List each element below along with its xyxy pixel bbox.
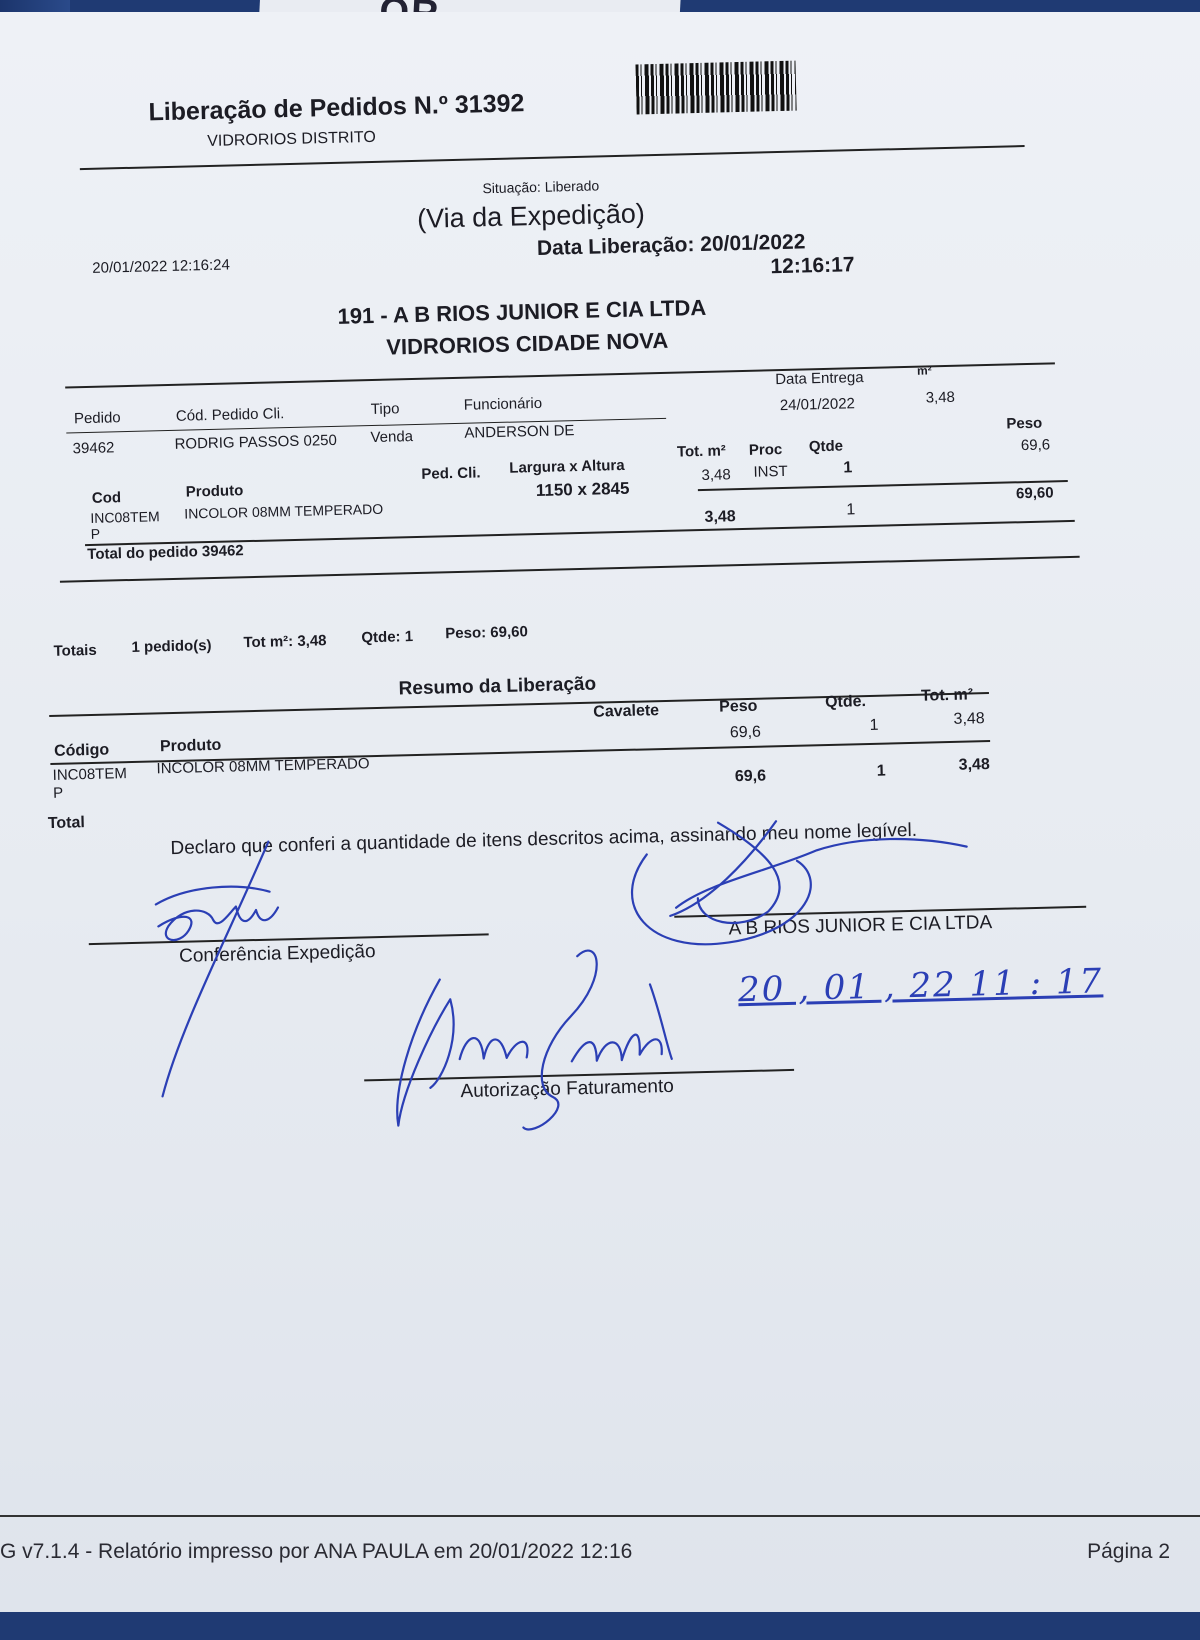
col-proc: Proc [748, 441, 783, 459]
subtotal-peso: 69,60 [1015, 484, 1054, 503]
resumo-codigo-suffix: P [52, 784, 64, 802]
item-qtde: 1 [843, 459, 853, 477]
printed-at: 20/01/2022 12:16:24 [92, 256, 231, 277]
resumo-tot-m2-value: 3,48 [953, 710, 985, 728]
autorizacao-label: Autorização Faturamento [460, 1075, 675, 1103]
document-subtitle: VIDRORIOS DISTRITO [207, 128, 376, 150]
resumo-col-tot-m2: Tot. m² [920, 686, 974, 705]
col-largura-altura: Largura x Altura [509, 456, 625, 477]
client-name: 191 - A B RIOS JUNIOR E CIA LTDA [337, 294, 707, 329]
document-page [0, 12, 1200, 1612]
item-produto: INCOLOR 08MM TEMPERADO [184, 500, 384, 522]
resumo-peso-value: 69,6 [729, 723, 762, 742]
resumo-qtde-value: 1 [869, 716, 879, 734]
item-tot-m2: 3,48 [701, 466, 731, 484]
via-title: (Via da Expedição) [416, 198, 646, 234]
footer-page-number: Página 2 [1087, 1540, 1170, 1563]
item-dimensoes: 1150 x 2845 [535, 478, 630, 501]
total-pedido-label: Total do pedido 39462 [87, 542, 244, 564]
handwritten-date: 20 , 01 , 22 11 : 17 [737, 961, 1104, 1011]
data-liberacao: Data Liberação: 20/01/2022 [536, 230, 806, 260]
client-signature-loop [631, 850, 812, 946]
conferencia-signature [158, 905, 279, 940]
client-signature-label: A B RIOS JUNIOR E CIA LTDA [728, 912, 993, 940]
totais-label: Totais [53, 641, 97, 660]
subtotal-tot-m2: 3,48 [704, 508, 736, 526]
totais-peso: Peso: 69,60 [445, 623, 529, 643]
resumo-total-qtde: 1 [876, 762, 886, 780]
tipo-value: Venda [370, 428, 414, 447]
resumo-codigo-value: INC08TEM [52, 765, 128, 784]
col-qtde: Qtde [808, 437, 844, 456]
conferencia-label: Conferência Expedição [178, 941, 376, 967]
subtotal-qtde: 1 [846, 501, 856, 519]
resumo-total-label: Total [47, 814, 86, 833]
item-cod-suffix: P [90, 525, 101, 542]
col-funcionario: Funcionário [463, 394, 543, 414]
client-store: VIDRORIOS CIDADE NOVA [385, 327, 669, 360]
resumo-col-cavalete: Cavalete [593, 702, 660, 721]
funcionario-value: ANDERSON DE [464, 422, 575, 442]
col-cod: Cod [91, 489, 122, 507]
col-tot-m2: Tot. m² [676, 442, 727, 461]
resumo-col-codigo: Código [53, 741, 110, 760]
resumo-total-peso: 69,6 [734, 767, 767, 786]
col-produto: Produto [185, 482, 244, 501]
conferencia-signature-tail [156, 842, 274, 1097]
col-peso: Peso [1006, 414, 1043, 433]
document-title: Liberação de Pedidos N.º 31392 [148, 89, 525, 127]
document-content [0, 11, 1200, 1640]
declaration-text: Declaro que conferi a quantidade de itens descritos acima, assinando meu nome legível. [170, 819, 918, 860]
resumo-total-tot-m2: 3,48 [958, 756, 991, 774]
totais-pedidos: 1 pedido(s) [131, 637, 212, 656]
col-tipo: Tipo [370, 400, 400, 419]
situacao-text: Situação: Liberado [482, 177, 600, 197]
ink-signatures [0, 11, 1200, 1240]
data-entrega-value: 24/01/2022 [779, 395, 856, 415]
resumo-produto-value: INCOLOR 08MM TEMPERADO [156, 755, 370, 778]
m2-value: 3,48 [925, 388, 956, 407]
item-proc: INST [753, 462, 788, 481]
footer-left-text: G v7.1.4 - Relatório impresso por ANA PAULA em 20/01/2022 12:16 [0, 1540, 633, 1563]
col-data-entrega: Data Entrega [775, 369, 864, 389]
resumo-title: Resumo da Liberação [398, 673, 597, 700]
col-cod-pedido-cli: Cód. Pedido Cli. [175, 405, 285, 425]
col-m2: m² [916, 363, 932, 378]
resumo-col-peso: Peso [718, 697, 758, 716]
cod-pedido-cli-value: RODRIG PASSOS 0250 [174, 431, 338, 453]
resumo-col-qtde: Qtde. [824, 693, 867, 712]
peso-value: 69,6 [1020, 436, 1051, 455]
col-ped-cli: Ped. Cli. [421, 464, 481, 483]
item-cod: INC08TEM [90, 508, 160, 526]
autorizacao-signature [394, 979, 456, 1125]
totais-tot-m2: Tot m²: 3,48 [243, 632, 327, 652]
pedido-value: 39462 [72, 439, 115, 458]
resumo-col-produto: Produto [159, 736, 222, 756]
col-pedido: Pedido [73, 409, 121, 428]
footer-divider [0, 1515, 1200, 1517]
totais-qtde: Qtde: 1 [361, 628, 414, 647]
data-liberacao-time: 12:16:17 [770, 253, 855, 279]
